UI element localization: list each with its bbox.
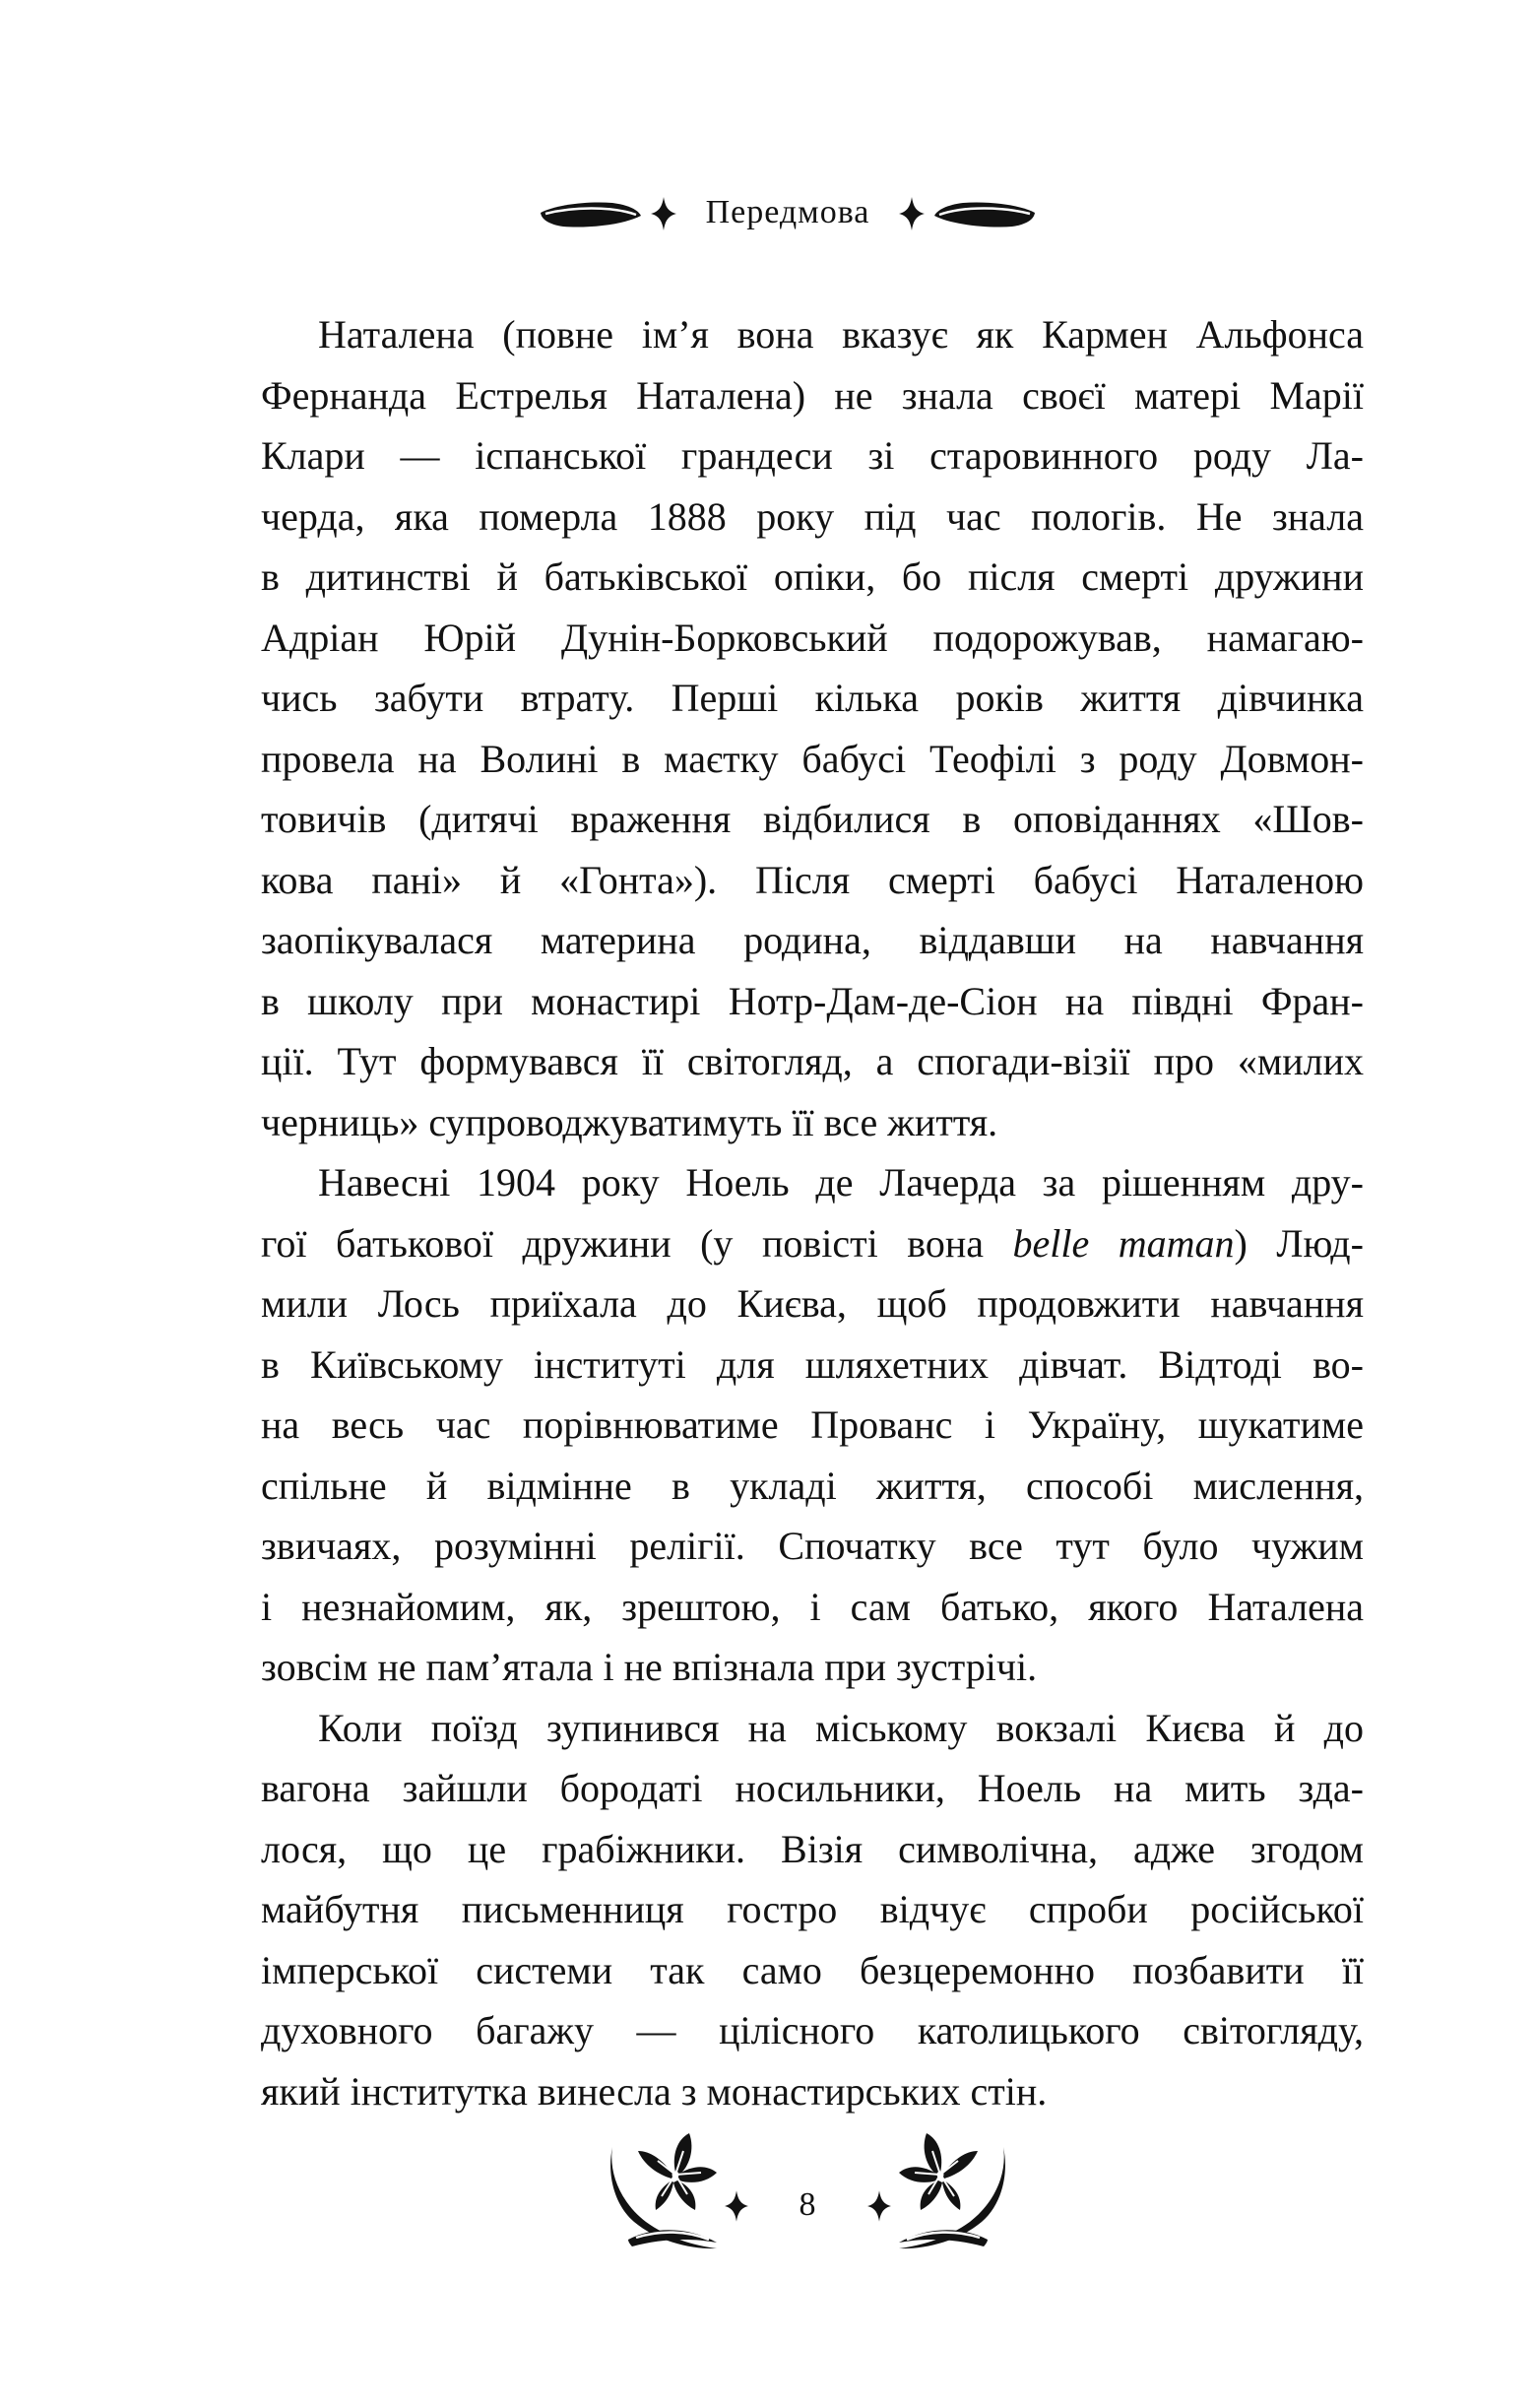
paragraph (261, 1152, 1364, 1698)
text-line: лося, що це грабіжники. Візія символічна, адже згодом (261, 1826, 1364, 1871)
italic-phrase: belle maman (1012, 1220, 1235, 1266)
text-line: Адріан Юрій Дунін-Борковський подорожував, намагаю- (261, 615, 1364, 660)
leaf-ornament-right-icon (931, 201, 1038, 228)
four-point-star-icon (651, 197, 676, 230)
text-line: чись забути втрату. Перші кілька років життя дівчинка (261, 676, 1364, 720)
leaf-ornament-left-icon (538, 201, 644, 228)
text-line: товичів (дитячі враження відбилися в оповіданнях «Шов- (261, 797, 1364, 841)
four-point-star-icon (725, 2190, 748, 2222)
paragraph (261, 304, 1364, 1152)
text-line: Коли поїзд зупинився на міському вокзалі Києва й до (318, 1705, 1364, 1750)
text-line: гої батькової дружини (у повісті вона belle maman) Люд- (261, 1220, 1364, 1266)
text-line: в дитинстві й батьківської опіки, бо після смерті дружини (261, 554, 1364, 599)
page-number: 8 (799, 2186, 816, 2223)
text-line: на весь час порівнюватиме Прованс і Україну, шукатиме (261, 1402, 1364, 1447)
text-line: кова пані» й «Гонта»). Після смерті бабусі Наталеною (261, 857, 1364, 902)
page-footer (39, 2125, 1536, 2263)
text-line: імперської системи так само безцеремонно позбавити її (261, 1947, 1364, 1992)
text-line: ції. Тут формувався її світогляд, а спогади-візії про «милих (261, 1039, 1364, 1083)
text-line: Наталена (повне ім’я вона вказує як Кармен Альфонса (318, 312, 1364, 357)
body-text (261, 304, 1364, 2121)
text-line: заопікувалася материна родина, віддавши на навчання (261, 918, 1364, 962)
text-line: мили Лось приїхала до Києва, щоб продовжити навчання (261, 1281, 1364, 1326)
chapter-title: Передмова (705, 194, 870, 230)
text-line: провела на Волині в маєтку бабусі Теофілі з роду Довмон- (261, 736, 1364, 781)
paragraph (261, 1698, 1364, 2122)
text-line: і незнайомим, як, зрештою, і сам батько, якого Наталена (261, 1584, 1364, 1629)
text-line: вагона зайшли бородаті носильники, Ноель на мить зда- (261, 1766, 1364, 1810)
text-line: Навесні 1904 року Ноель де Лачерда за рішенням дру- (318, 1160, 1364, 1204)
text-line: зовсім не пам’ятала і не впізнала при зустрічі. (261, 1645, 1038, 1689)
flower-ornament-left-icon (601, 2125, 738, 2263)
text-line: духовного багажу — цілісного католицького світогляду, (261, 2008, 1364, 2052)
four-point-star-icon (899, 197, 925, 230)
text-line: черниць» супроводжуватимуть її все життя. (261, 1099, 998, 1144)
text-line: в Київському інституті для шляхетних дівчат. Відтоді во- (261, 1341, 1364, 1387)
text-line: Клари — іспанської грандеси зі старовинного роду Ла- (261, 433, 1364, 478)
text-line: майбутня письменниця гостро відчує спроби російської (261, 1887, 1364, 1931)
text-line: спільне й відмінне в укладі життя, способі мислення, (261, 1463, 1364, 1508)
text-line: Фернанда Естрелья Наталена) не знала своєї матері Марії (261, 372, 1364, 418)
text-line: черда, яка померла 1888 року під час пологів. Не знала (261, 493, 1364, 539)
flower-ornament-right-icon (877, 2125, 1015, 2263)
text-line: який інститутка винесла з монастирських стін. (261, 2068, 1048, 2114)
text-line: звичаях, розумінні релігії. Спочатку все тут було чужим (261, 1524, 1364, 1568)
text-line: в школу при монастирі Нотр-Дам-де-Сіон на півдні Фран- (261, 978, 1364, 1023)
chapter-header (20, 191, 1536, 234)
